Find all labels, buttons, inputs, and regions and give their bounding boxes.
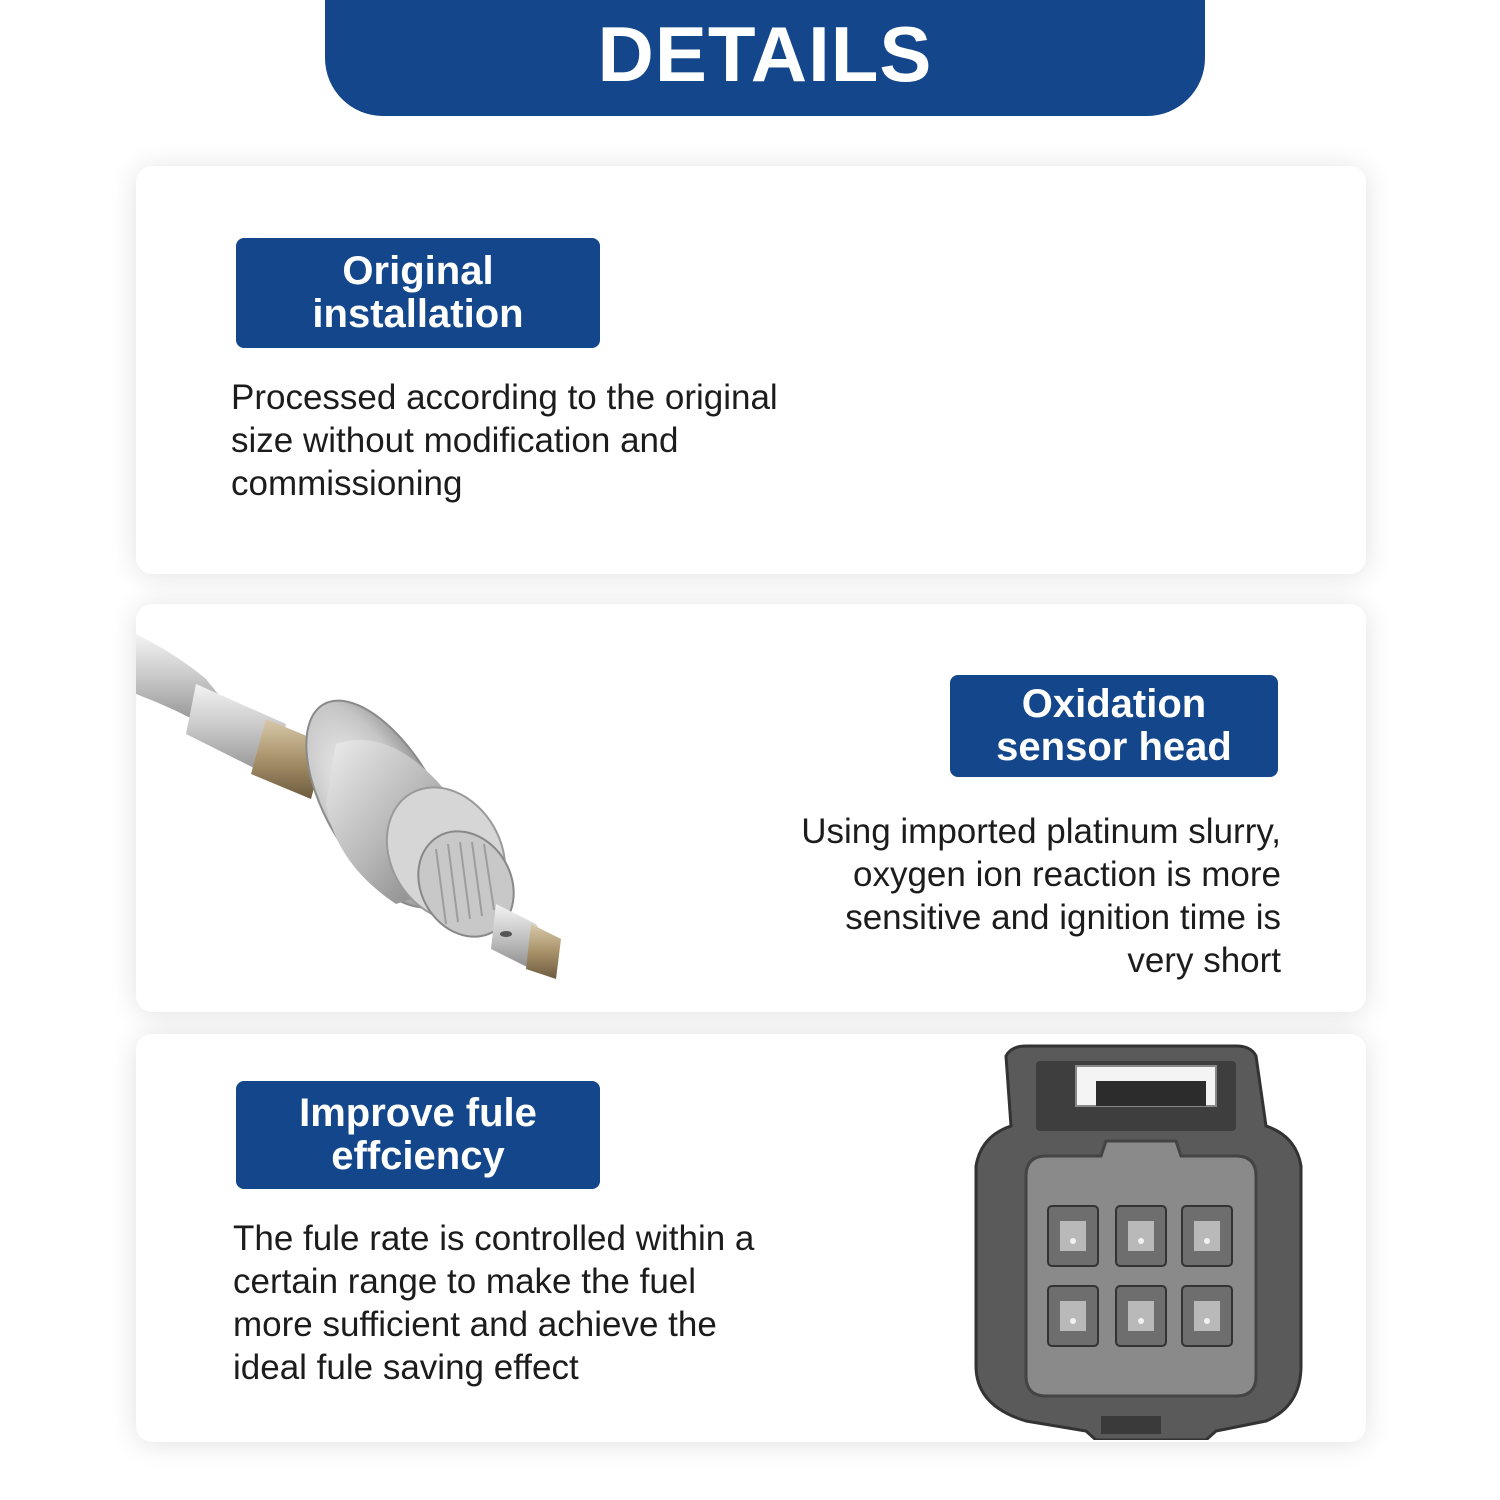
feature-card-oxidation-sensor-head (136, 604, 1366, 1012)
feature-badge (236, 1081, 600, 1189)
feature-description: Using imported platinum slurry, oxygen ion reaction is more sensitive and ignition time is very short (801, 812, 1281, 980)
feature-card-original-installation (136, 166, 1366, 574)
feature-card-improve-fuel-efficiency (136, 1034, 1366, 1442)
feature-badge (950, 675, 1278, 777)
details-banner (325, 0, 1205, 116)
feature-description: Processed according to the original size without modification and commissioning (231, 378, 778, 503)
feature-badge-label: Improve fule effciency (299, 1091, 537, 1178)
oxygen-sensor-image (136, 604, 576, 1012)
feature-badge-label: Oxidation sensor head (996, 682, 1232, 769)
feature-description: The fule rate is controlled within a certain range to make the fuel more sufficient and achieve the ideal fule saving effect (233, 1219, 755, 1387)
feature-badge-label: Original installation (312, 249, 524, 336)
feature-badge (236, 238, 600, 348)
connector-plug-image (966, 1036, 1316, 1440)
banner-title: DETAILS (597, 9, 933, 98)
